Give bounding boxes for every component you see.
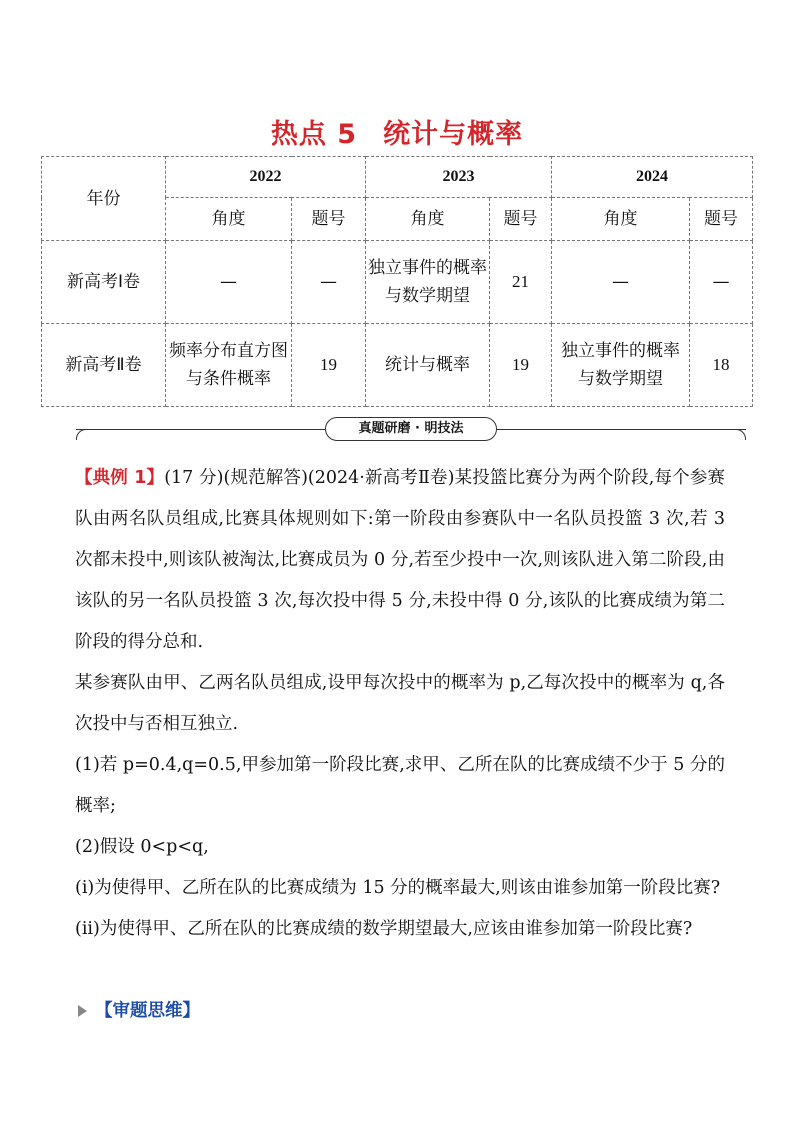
table-cell: 统计与概率 <box>366 324 490 407</box>
question-1: (1)若 p=0.4,q=0.5,甲参加第一阶段比赛,求甲、乙所在队的比赛成绩不少于 5 分的概率; <box>75 755 725 816</box>
example-tag: 【典例 1】 <box>75 468 165 488</box>
triangle-right-icon <box>78 1005 87 1017</box>
banner-curl-left <box>76 429 87 440</box>
title-main: 统计与概率 <box>383 119 524 150</box>
table-cell: 19 <box>490 324 552 407</box>
table-cell: 频率分布直方图与条件概率 <box>166 324 292 407</box>
banner-label: 真题研磨 · 明技法 <box>325 417 497 441</box>
row-label: 新高考Ⅱ卷 <box>42 324 166 407</box>
title-prefix: 热点 5 <box>270 119 358 150</box>
col-number: 题号 <box>490 198 552 241</box>
page-title <box>0 112 794 151</box>
table-cell: — <box>552 241 690 324</box>
question-2: (2)假设 0<p<q, <box>75 837 209 857</box>
table-cell: 19 <box>292 324 366 407</box>
problem-text: (17 分)(规范解答)(2024·新高考Ⅱ卷)某投篮比赛分为两个阶段,每个参赛队由两名队员组成,比赛具体规则如下:第一阶段由参赛队中一名队员投篮 3 次,若 3 次都未投中,则该队被淘汰,比赛成员为 0 分,若至少投中一次,则该队进入第二阶段,由该队的另一名队员投篮 3 次,每次投中得 5 分,未投中得 0 分,该队的比赛成绩为第二阶段的得分总和. <box>75 468 725 652</box>
table-cell: — <box>690 241 753 324</box>
banner-curl-right <box>735 429 746 440</box>
question-2i: (i)为使得甲、乙所在队的比赛成绩为 15 分的概率最大,则该由谁参加第一阶段比赛? <box>75 878 721 898</box>
problem-paragraph <box>75 458 725 663</box>
table-cell: 21 <box>490 241 552 324</box>
section-banner <box>76 415 746 445</box>
year-2023: 2023 <box>366 157 552 198</box>
table-cell: — <box>166 241 292 324</box>
question-2ii: (ii)为使得甲、乙所在队的比赛成绩的数学期望最大,应该由谁参加第一阶段比赛? <box>75 919 693 939</box>
table-cell: 独立事件的概率与数学期望 <box>552 324 690 407</box>
section-toggle[interactable] <box>78 996 200 1026</box>
year-2024: 2024 <box>552 157 753 198</box>
exam-hotspot-table <box>41 156 753 407</box>
year-2022: 2022 <box>166 157 366 198</box>
col-number: 题号 <box>690 198 753 241</box>
col-angle: 角度 <box>552 198 690 241</box>
example-problem <box>75 458 725 950</box>
col-angle: 角度 <box>366 198 490 241</box>
table-header-row <box>42 157 753 198</box>
problem-paragraph: 某参赛队由甲、乙两名队员组成,设甲每次投中的概率为 p,乙每次投中的概率为 q,各次投中与否相互独立. <box>75 673 725 734</box>
col-angle: 角度 <box>166 198 292 241</box>
table-cell: 独立事件的概率与数学期望 <box>366 241 490 324</box>
section-label: 【审题思维】 <box>95 1001 200 1021</box>
table-cell: 18 <box>690 324 753 407</box>
table-row <box>42 324 753 407</box>
table-cell: — <box>292 241 366 324</box>
col-number: 题号 <box>292 198 366 241</box>
row-label: 新高考Ⅰ卷 <box>42 241 166 324</box>
table-row <box>42 241 753 324</box>
year-header: 年份 <box>42 157 166 241</box>
